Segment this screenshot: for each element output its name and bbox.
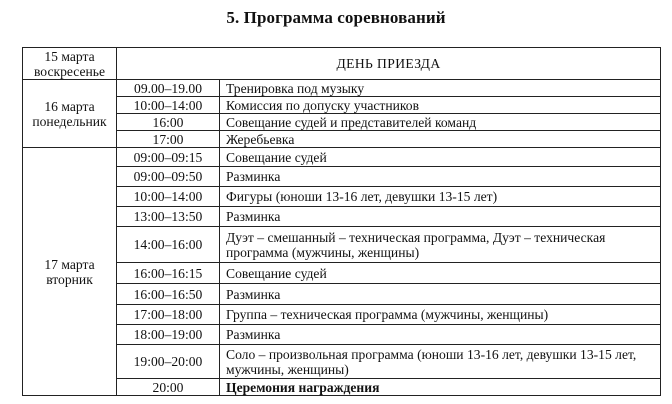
event-cell: Разминка <box>220 207 661 227</box>
event-cell: Фигуры (юноши 13-16 лет, девушки 13-15 лет) <box>220 187 661 207</box>
time-cell: 10:00–14:00 <box>117 187 220 207</box>
weekday-label: вторник <box>46 271 93 287</box>
table-row <box>23 207 661 227</box>
event-cell: Совещание судей и представителей команд <box>220 114 661 131</box>
time-cell: 20:00 <box>117 379 220 396</box>
weekday-label: воскресенье <box>33 63 105 79</box>
schedule-table <box>22 47 661 396</box>
date-label: 15 марта <box>44 48 95 64</box>
event-cell: Соло – произвольная программа (юноши 13-16 лет, девушки 13-15 лет, мужчины, женщины) <box>220 345 661 379</box>
time-cell: 13:00–13:50 <box>117 207 220 227</box>
event-cell: Комиссия по допуску участников <box>220 97 661 114</box>
weekday-label: понедельник <box>32 113 107 129</box>
date-label: 17 марта <box>44 256 95 272</box>
time-cell: 09.00–19.00 <box>117 80 220 97</box>
time-cell: 10:00–14:00 <box>117 97 220 114</box>
table-row <box>23 131 661 148</box>
table-row <box>23 263 661 284</box>
table-row <box>23 97 661 114</box>
date-cell-day3 <box>23 148 117 396</box>
table-row <box>23 80 661 97</box>
time-cell: 18:00–19:00 <box>117 325 220 345</box>
table-row <box>23 187 661 207</box>
time-cell: 09:00–09:15 <box>117 148 220 167</box>
table-row <box>23 284 661 305</box>
event-cell: Церемония награждения <box>220 379 661 396</box>
event-cell: Жеребьевка <box>220 131 661 148</box>
event-cell: Разминка <box>220 284 661 305</box>
date-cell-day1 <box>23 48 117 80</box>
time-cell: 09:00–09:50 <box>117 167 220 187</box>
table-row <box>23 325 661 345</box>
time-cell: 17:00–18:00 <box>117 305 220 325</box>
table-row <box>23 148 661 167</box>
event-cell: Разминка <box>220 325 661 345</box>
date-cell-day2 <box>23 80 117 148</box>
event-cell: Тренировка под музыку <box>220 80 661 97</box>
arrival-day-cell <box>117 48 661 80</box>
date-label: 16 марта <box>44 98 95 114</box>
table-row <box>23 345 661 379</box>
time-cell: 17:00 <box>117 131 220 148</box>
event-cell: Дуэт – смешанный – техническая программа, Дуэт – техническая программа (мужчины, женщины) <box>220 227 661 263</box>
arrival-day-label: ДЕНЬ ПРИЕЗДА <box>336 56 441 71</box>
table-row <box>23 114 661 131</box>
time-cell: 16:00–16:15 <box>117 263 220 284</box>
event-cell: Разминка <box>220 167 661 187</box>
time-cell: 14:00–16:00 <box>117 227 220 263</box>
document-title: 5. Программа соревнований <box>226 8 446 27</box>
time-cell: 16:00 <box>117 114 220 131</box>
event-cell: Совещание судей <box>220 263 661 284</box>
table-row <box>23 167 661 187</box>
event-cell: Группа – техническая программа (мужчины, женщины) <box>220 305 661 325</box>
event-cell: Совещание судей <box>220 148 661 167</box>
table-row <box>23 305 661 325</box>
time-cell: 16:00–16:50 <box>117 284 220 305</box>
time-cell: 19:00–20:00 <box>117 345 220 379</box>
table-row <box>23 379 661 396</box>
table-row <box>23 48 661 80</box>
table-row <box>23 227 661 263</box>
